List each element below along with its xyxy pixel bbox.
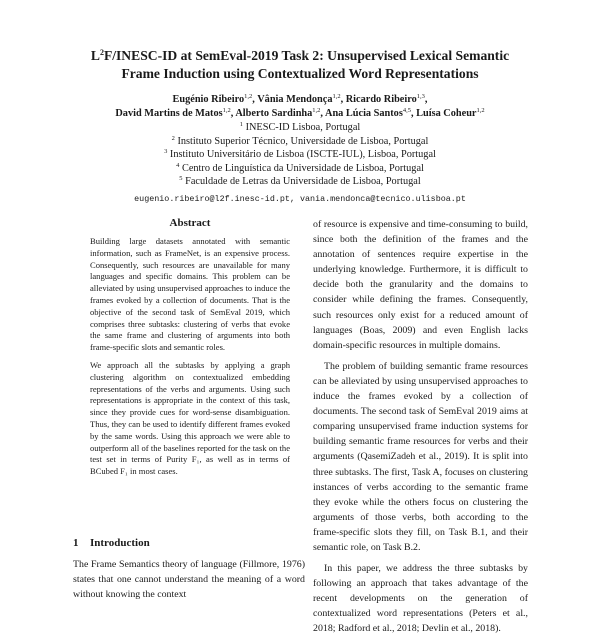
title-line-1: F/INESC-ID at SemEval-2019 Task 2: Unsupervised Lexical Semantic xyxy=(103,48,510,63)
author: Alberto Sardinha$^{1,2}$, xyxy=(235,106,326,119)
affiliation: $^2$ Instituto Superior Técnico, Universidade de Lisboa, Portugal xyxy=(171,134,429,147)
right-column-body xyxy=(313,217,528,637)
title-line-2: Frame Induction using Contextualized Word Representations xyxy=(121,65,479,81)
author: Ana Lúcia Santos$^{4,5}$, xyxy=(325,106,417,119)
author: Eugénio Ribeiro$^{1,2}$, xyxy=(172,93,258,105)
title-prefix: L xyxy=(90,48,100,63)
affiliation: $^1$ INESC-ID Lisboa, Portugal xyxy=(239,121,361,133)
affiliation: $^4$ Centro de Linguística da Universidade de Lisboa, Portugal xyxy=(176,161,424,174)
author: Ricardo Ribeiro$^{1,3}$, xyxy=(345,93,428,105)
affiliation: $^5$ Faculdade de Letras da Universidade de Lisboa, Portugal xyxy=(179,175,421,187)
title-superscript: 2 xyxy=(99,48,104,57)
section-heading-introduction xyxy=(73,537,303,549)
author: Vânia Mendonça$^{1,2}$, xyxy=(257,93,346,105)
abstract-heading: Abstract xyxy=(169,217,211,229)
body-paragraph: In this paper, we address the three subtasks by following an approach that takes advantage of the recent developments on the generation of contextualized word representations (Peters et al., 2018; Radford et al., 2018; Devlin et al., 2018). xyxy=(313,563,528,635)
section-title: Introduction xyxy=(90,537,150,549)
abstract-body xyxy=(90,236,290,484)
section-number: 1 xyxy=(73,537,79,549)
paper-title xyxy=(40,47,560,82)
affiliation: $^3$ Instituto Universitário de Lisboa (ISCTE-IUL), Lisboa, Portugal xyxy=(164,148,436,160)
author-emails: eugenio.ribeiro@l2f.inesc-id.pt, vania.mendonca@tecnico.ulisboa.pt xyxy=(134,194,466,204)
abstract-paragraph: Building large datasets annotated with semantic information, such as FrameNet, is an expensive process. Consequently, such resources are unavailable for many languages and specific domains. This problem can be alleviated by using unsupervised approaches to induce the frames evoked by a collection of documents. That is the objective of the second task of SemEval 2019, which comprises three subtasks: clustering of verbs that evoke the same frame and clustering of arguments into both frame-specific slots and semantic roles. xyxy=(90,236,290,353)
author: David Martins de Matos$^{1,2}$, xyxy=(115,106,236,119)
author: Luísa Coheur$^{1,2}$ xyxy=(416,106,485,119)
body-paragraph: The problem of building semantic frame resources can be alleviated by using unsupervised approaches to induce the frames evoked by a collection of documents. The second task of SemEval 2019 aims at comparing unsupervised frame induction systems for building semantic frame resources for verbs and their arguments (QasemiZadeh et al., 2019). It is split into three subtasks. The first, Task A, focuses on clustering instances of verbs according to the semantic frame they evoke while the others focus on clustering the arguments of those verbs, both according to the frame-specific slots they fill, on Task B.1, and their semantic role, on Task B.2. xyxy=(313,360,528,553)
author-list xyxy=(30,93,570,120)
affiliation-list xyxy=(30,121,570,189)
abstract-paragraph: We approach all the subtasks by applying a graph clustering algorithm on contextualized embedding representations of the verbs and arguments. Using such representations is appropriate in the context of this task, since they provide cues for word-sense disambiguation. Thus, they can be used to identify different frames evoked by the same words. Using this approach we were able to outperform all of the baselines reported for the task on the test set in terms of Purity F₁, as well as in terms of BCubed F₁ in most cases. xyxy=(90,359,290,477)
body-paragraph: of resource is expensive and time-consuming to build, since both the definition of the frames and the annotation of sentences require expertise in the underlying knowledge. Furthermore, it is difficult to decide both the granularity and the domains to consider while defining the frames. Consequently, such resources only exist for a reduced amount of languages (Boas, 2009) and even English lacks domain-specific resources in multiple domains. xyxy=(313,219,528,351)
introduction-paragraph: The Frame Semantics theory of language (Fillmore, 1976) states that one cannot understand the meaning of a word without knowing the context xyxy=(73,559,305,601)
